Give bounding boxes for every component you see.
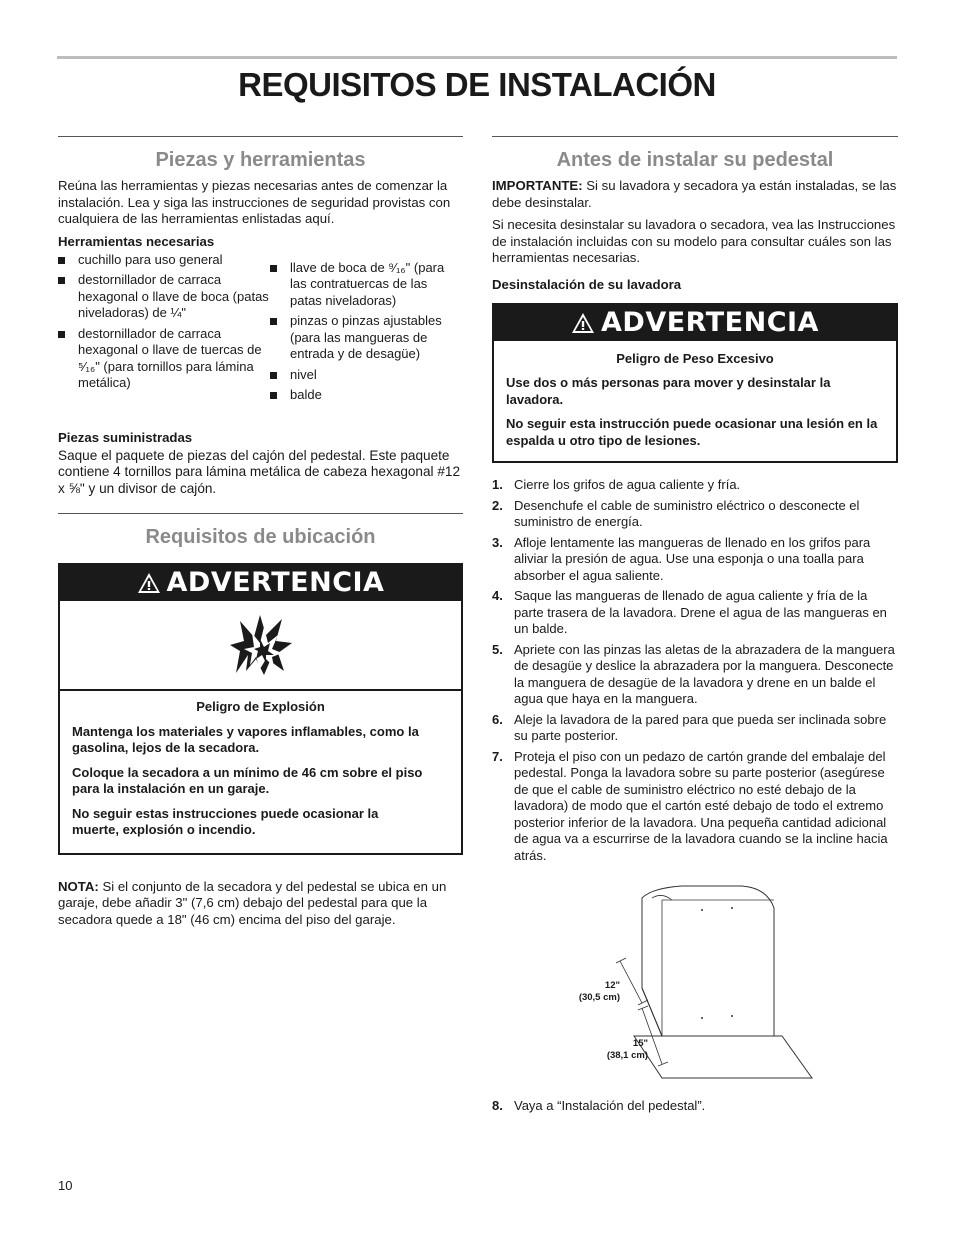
section-title-before-install: Antes de instalar su pedestal [556,149,834,171]
warning-label: ADVERTENCIA [601,306,819,338]
step-number: 8. [492,1098,503,1113]
warning-triangle-icon [137,572,161,594]
list-item: destornillador de carraca hexagonal o llave de boca (patas niveladoras) de ¼" [58,272,270,322]
warning-triangle-icon [571,312,595,334]
step-number: 3. [492,534,503,550]
step-number: 7. [492,748,503,764]
explosion-icon [226,611,296,679]
list-item: balde [270,387,460,404]
section-title-location: Requisitos de ubicación [145,526,376,548]
section-divider [58,136,463,137]
explosion-pictogram [60,601,461,691]
list-item: llave de boca de ⁹⁄₁₆" (para las contratuercas de las patas niveladoras) [270,260,460,310]
step-text: Aleje la lavadora de la pared para que pueda ser inclinada sobre su parte posterior. [514,711,887,743]
step-text: Saque las mangueras de llenado de agua caliente y fría de la parte trasera de la lavadora. Drene el agua de las mangueras en un balde. [514,588,887,636]
washer-illustration [492,868,898,1083]
section-divider [58,513,463,514]
step-text: Desenchufe el cable de suministro eléctrico o desconecte el suministro de energía. [514,497,860,529]
tools-heading: Herramientas necesarias [58,233,215,249]
warning-line: Coloque la secadora a un mínimo de 46 cm sobre el piso para la instalación en un garaje. [72,764,423,796]
section-title-parts-tools: Piezas y herramientas [155,149,366,171]
step-number: 5. [492,641,503,657]
list-item [492,1098,898,1115]
hazard-title: Peligro de Peso Excesivo [616,350,774,366]
hazard-title: Peligro de Explosión [196,699,325,714]
supplied-text: Saque el paquete de piezas del cajón del pedestal. Este paquete contiene 4 tornillos para lámina metálica de cabeza hexagonal #12 x ⅝" y un divisor de cajón. [58,447,461,496]
list-item [492,712,898,745]
list-item [492,535,898,585]
warning-header [494,305,896,341]
list-item [492,749,898,865]
dimension-label-15in [600,1038,648,1062]
step-text: Proteja el piso con un pedazo de cartón grande del embalaje del pedestal. Ponga la lavadora sobre su parte posterior (asegúrese de que el cable de suministro eléctrico no esté debajo de la lavadora) de modo que el cartón esté debajo de todo el extremo posterior inferior de la lavadora. Una pequeña cantidad adicional de agua va a escurrirse de la lavadora cuando se la incline hacia atrás. [514,748,888,863]
warning-label: ADVERTENCIA [166,567,385,598]
step-number: 1. [492,477,503,492]
washer-tilt-figure [492,868,898,1098]
dimension-label-12in [574,980,620,1004]
page-title: REQUISITOS DE INSTALACIÓN [238,66,716,103]
list-item: pinzas o pinzas ajustables (para las mangueras de entrada y de desagüe) [270,313,460,363]
step-number: 6. [492,711,503,727]
step-text: Cierre los grifos de agua caliente y fría. [514,477,741,492]
section-divider [492,136,898,137]
dimension-text: 12" [604,980,620,991]
right-column [492,136,898,1119]
explosion-warning-box [58,563,463,855]
note-text: Si el conjunto de la secadora y del pedestal se ubica en un garaje, debe añadir 3" (7,6 cm) debajo del pedestal para que la secadora quede a 18" (46 cm) encima del piso del garaje. [58,878,447,927]
weight-warning-box [492,303,898,464]
dimension-text: (30,5 cm) [578,992,620,1003]
list-item [492,498,898,531]
left-column [58,136,463,934]
tools-list [58,252,463,408]
important-label: IMPORTANTE: [492,178,583,193]
step-text: Apriete con las pinzas las aletas de la abrazadera de la manguera de desagüe y deslice la abrazadera por la manguera. Desconecte la manguera de desagüe de la lavadora y drene en un balde el agua que haya en la manguera. [514,641,895,706]
list-item [492,588,898,638]
warning-line: No seguir esta instrucción puede ocasionar una lesión en la espalda u otro tipo de lesiones. [506,416,878,448]
parts-intro: Reúna las herramientas y piezas necesarias antes de comenzar la instalación. Lea y siga las instrucciones de seguridad provistas con cualquiera de las herramientas enlistadas aquí. [58,178,451,226]
list-item: nivel [270,367,460,384]
uninstall-info: Si necesita desinstalar su lavadora o secadora, vea las Instrucciones de instalación incluidas con su modelo para consultar cuáles son las herramientas necesarias. [492,217,896,265]
dimension-text: (38,1 cm) [606,1050,648,1061]
top-rule [57,56,897,59]
step-text: Vaya a “Instalación del pedestal”. [514,1098,706,1113]
warning-line: Use dos o más personas para mover y desinstalar la lavadora. [506,375,831,407]
page-number: 10 [58,1178,73,1193]
note-label: NOTA: [58,878,99,894]
uninstall-subheading: Desinstalación de su lavadora [492,276,682,292]
important-text: Si su lavadora y secadora ya están instaladas, se las debe desinstalar. [492,178,897,210]
warning-line: Mantenga los materiales y vapores inflamables, como la gasolina, lejos de la secadora. [72,723,419,755]
list-item: destornillador de carraca hexagonal o llave de tuercas de ⁵⁄₁₆" (para tornillos para lámina metálica) [58,326,270,392]
list-item [492,642,898,708]
uninstall-steps [492,477,898,864]
step-text: Afloje lentamente las mangueras de llenado en los grifos para aliviar la presión de agua. Use una esponja o una toalla para absorber el agua saliente. [514,534,871,583]
final-step [492,1098,898,1115]
dimension-text: 15" [632,1038,648,1049]
step-number: 4. [492,588,503,603]
step-number: 2. [492,497,503,513]
list-item [492,477,898,494]
warning-line: No seguir estas instrucciones puede ocasionar la muerte, explosión o incendio. [72,805,379,837]
list-item: cuchillo para uso general [58,252,270,269]
warning-header [60,565,461,601]
supplied-heading: Piezas suministradas [58,429,193,445]
note-paragraph [58,879,463,929]
important-paragraph [492,178,898,211]
